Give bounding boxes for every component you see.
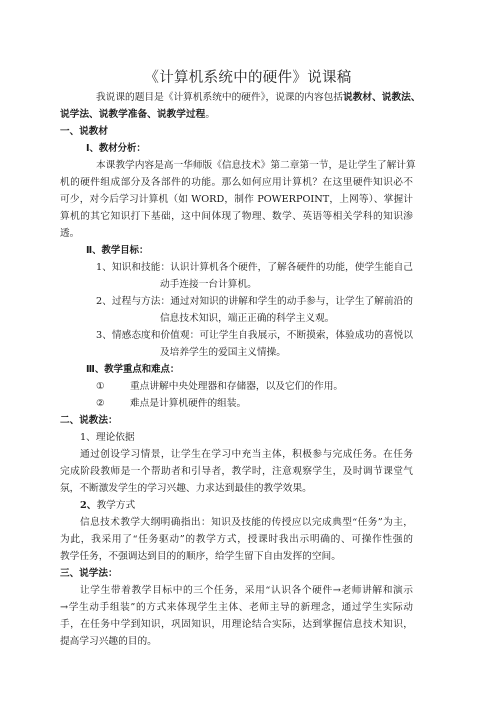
- paragraph-line: 可少，对今后学习计算机（如 WORD，制作 POWERPOINT，上网等）、掌握计: [60, 194, 413, 205]
- key-point-text: 重点讲解中央处理器和存储器，以及它们的作用。: [130, 381, 344, 392]
- section-1-heading: 一、说教材: [60, 126, 108, 137]
- paragraph-line: 完成阶段教师是一个帮助者和引导者，教学时，注意观察学生，及时调节课堂气: [60, 466, 413, 477]
- intro-line-2: 说学法、说教学准备、说教学过程。: [60, 109, 215, 120]
- paragraph-line: 算机的其它知识打下基础，这中间体现了物理、数学、英语等相关学科的知识渗: [60, 211, 413, 222]
- goal-item-1-cont: 动手连接一台计算机。: [160, 279, 257, 290]
- paragraph-line: 手，在任务中学到知识，巩固知识，用理论结合实际，达到掌握信息技术知识，: [60, 619, 413, 630]
- paragraph-line: 信息技术教学大纲明确指出：知识及技能的传授应以完成典型“任务”为主，: [80, 517, 413, 528]
- paragraph-line: 让学生带着教学目标中的三个任务，采用“认识各个硬件→老师讲解和演示: [80, 585, 413, 596]
- key-point-marker: ①: [96, 381, 105, 392]
- section-2-sub-1-heading: 1、理论依据: [80, 432, 135, 443]
- section-3-heading: 三、说学法：: [60, 568, 118, 579]
- paragraph-line: 本课教学内容是高一华师版《信息技术》第二章第一节，是让学生了解计算: [96, 160, 416, 171]
- goal-item-1: 1、知识和技能：认识计算机各个硬件，了解各硬件的功能，使学生能自己: [96, 262, 413, 273]
- paragraph-line: 为此，我采用了“任务驱动”的教学方式，授课时我出示明确的、可操作性强的: [60, 534, 413, 545]
- section-1-sub-2-heading: Ⅱ、教学目标：: [86, 245, 149, 256]
- key-point-text: 难点是计算机硬件的组装。: [130, 398, 247, 409]
- section-1-sub-1-heading: Ⅰ、教材分析：: [86, 143, 146, 154]
- paragraph-line: 提高学习兴趣的目的。: [60, 636, 157, 647]
- paragraph-line: 通过创设学习情景，让学生在学习中充当主体，积极参与完成任务。在任务: [80, 449, 413, 460]
- paragraph-line: 透。: [60, 228, 80, 239]
- paragraph-line: →学生动手组装”的方式来体现学生主体、老师主导的新理念，通过学生实际动: [60, 602, 413, 613]
- goal-item-3-cont: 及培养学生的爱国主义情操。: [160, 347, 286, 358]
- section-2-heading: 二、说教法：: [60, 415, 118, 426]
- key-point-marker: ②: [96, 398, 105, 409]
- paragraph-line: 教学任务，不强调达到目的的顺序，给学生留下自由发挥的空间。: [60, 551, 341, 562]
- paragraph-line: 氛，不断激发学生的学习兴趣、力求达到最佳的教学效果。: [60, 483, 312, 494]
- paragraph-line: 机的硬件组成部分及各部件的功能。那么如何应用计算机？在这里硬件知识必不: [60, 177, 413, 188]
- goal-item-2-cont: 信息技术知识，端正正确的科学主义观。: [160, 313, 335, 324]
- section-1-sub-3-heading: Ⅲ、教学重点和难点：: [86, 364, 180, 375]
- section-2-sub-2-heading: 2、教学方式: [80, 500, 136, 511]
- goal-item-2: 2、过程与方法：通过对知识的讲解和学生的动手参与，让学生了解前沿的: [96, 296, 413, 307]
- intro-line-1: 我说课的题目是《计算机系统中的硬件》，说课的内容包括说教材、说教法、: [96, 92, 421, 103]
- goal-item-3: 3、情感态度和价值观：可让学生自我展示，不断摸索，体验成功的喜悦以: [96, 330, 413, 341]
- document-title: 《计算机系统中的硬件》说课稿: [144, 70, 352, 86]
